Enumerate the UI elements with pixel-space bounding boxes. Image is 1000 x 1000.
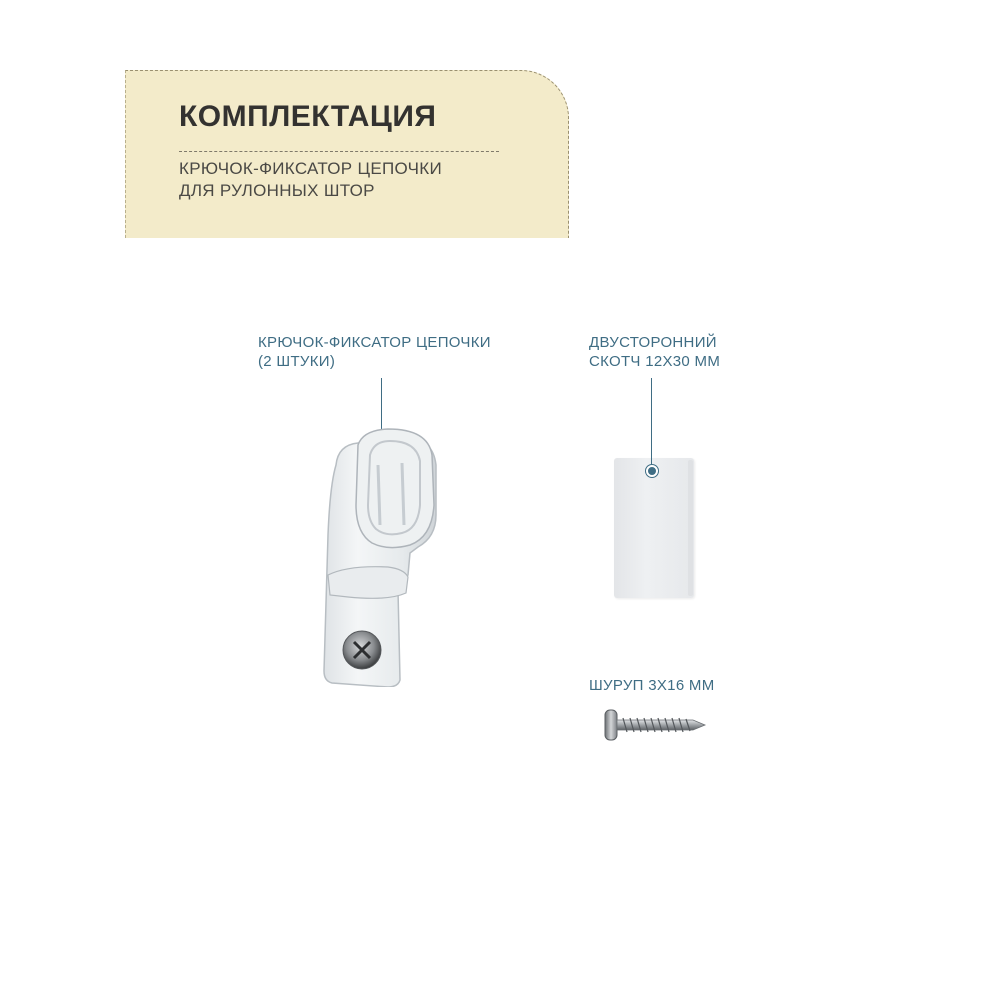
screw-label: ШУРУП 3Х16 ММ [589, 677, 715, 694]
tape-leader-line [651, 378, 652, 466]
hook-label-line1: КРЮЧОК-ФИКСАТОР ЦЕПОЧКИ [258, 334, 491, 351]
hook-label-line2: (2 ШТУКИ) [258, 353, 336, 370]
tape-label-line1: ДВУСТОРОННИЙ [589, 334, 717, 351]
tape-leader-dot [646, 465, 658, 477]
hook-label [258, 333, 558, 371]
kit-subtitle-line1: КРЮЧОК-ФИКСАТОР ЦЕПОЧКИ [179, 159, 442, 178]
tape-label [589, 333, 789, 371]
kit-divider [179, 151, 499, 152]
hook-image [318, 425, 448, 687]
kit-subtitle [179, 158, 559, 202]
kit-title: КОМПЛЕКТАЦИЯ [179, 100, 437, 133]
tape-edge [688, 460, 693, 596]
tape-label-line2: СКОТЧ 12Х30 ММ [589, 353, 721, 370]
screw-image [603, 708, 707, 742]
tape-image [614, 458, 694, 598]
kit-banner [125, 70, 569, 238]
kit-subtitle-line2: ДЛЯ РУЛОННЫХ ШТОР [179, 181, 375, 200]
